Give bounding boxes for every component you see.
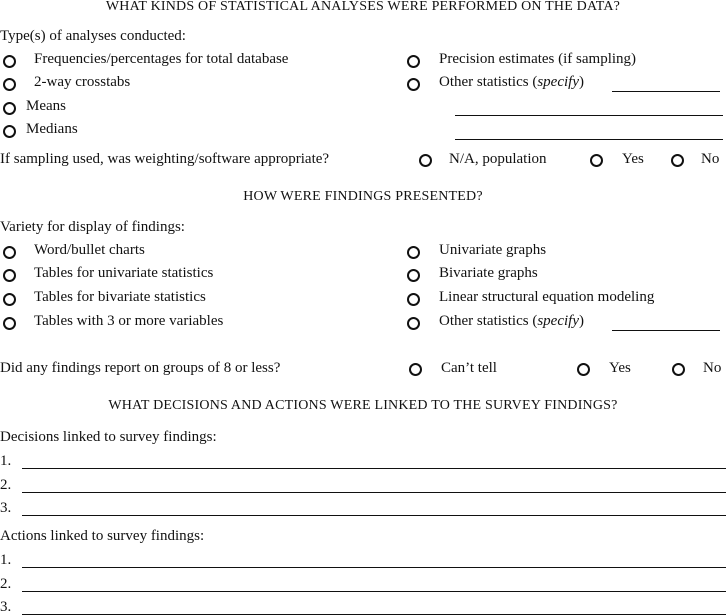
option-univariate-graphs: Univariate graphs [439, 242, 547, 258]
radio-groups-cant-tell[interactable] [409, 363, 422, 376]
other-analyses-specify-line[interactable] [612, 91, 720, 92]
radio-weighting-no[interactable] [671, 154, 684, 167]
radio-means[interactable] [3, 102, 16, 115]
radio-other-display[interactable] [407, 317, 420, 330]
action-line-2[interactable] [22, 591, 726, 592]
groups-option-no: No [703, 360, 722, 376]
weighting-option-yes: Yes [622, 151, 644, 167]
option-word-bullet: Word/bullet charts [34, 242, 145, 258]
option-other-analyses: Other statistics (specify) [439, 74, 584, 90]
action-number-2: 2. [0, 576, 12, 592]
groups-option-cant-tell: Can’t tell [441, 360, 497, 376]
decision-number-1: 1. [0, 453, 12, 469]
action-number-3: 3. [0, 599, 12, 615]
radio-tables-3-vars[interactable] [3, 317, 16, 330]
radio-medians[interactable] [3, 125, 16, 138]
decision-line-3[interactable] [22, 515, 726, 516]
radio-frequencies[interactable] [3, 55, 16, 68]
groups-option-yes: Yes [609, 360, 631, 376]
decision-number-3: 3. [0, 500, 12, 516]
option-medians: Medians [26, 121, 78, 137]
option-crosstabs: 2-way crosstabs [34, 74, 131, 90]
action-number-1: 1. [0, 552, 12, 568]
option-means: Means [26, 98, 66, 114]
presented-heading: HOW WERE FINDINGS PRESENTED? [243, 189, 483, 204]
option-sem: Linear structural equation modeling [439, 289, 655, 305]
radio-word-bullet[interactable] [3, 246, 16, 259]
radio-sem[interactable] [407, 293, 420, 306]
decision-number-2: 2. [0, 477, 12, 493]
option-tables-univariate: Tables for univariate statistics [34, 265, 214, 281]
other-display-specify-line[interactable] [612, 330, 720, 331]
decisions-label: Decisions linked to survey findings: [0, 429, 217, 445]
radio-groups-no[interactable] [672, 363, 685, 376]
other-analyses-line-3[interactable] [455, 139, 723, 140]
radio-precision[interactable] [407, 55, 420, 68]
radio-groups-yes[interactable] [577, 363, 590, 376]
actions-label: Actions linked to survey findings: [0, 528, 205, 544]
analyses-heading: WHAT KINDS OF STATISTICAL ANALYSES WERE PERFORMED ON THE DATA? [105, 0, 621, 14]
weighting-question: If sampling used, was weighting/software appropriate? [0, 151, 330, 167]
option-other-display: Other statistics (specify) [439, 313, 584, 329]
radio-other-analyses[interactable] [407, 78, 420, 91]
radio-bivariate-graphs[interactable] [407, 269, 420, 282]
other-analyses-line-2[interactable] [455, 115, 723, 116]
option-tables-3-vars: Tables with 3 or more variables [34, 313, 224, 329]
radio-weighting-na[interactable] [419, 154, 432, 167]
decision-line-2[interactable] [22, 492, 726, 493]
option-bivariate-graphs: Bivariate graphs [439, 265, 538, 281]
action-line-1[interactable] [22, 567, 726, 568]
option-frequencies: Frequencies/percentages for total database [34, 51, 289, 67]
analyses-label: Type(s) of analyses conducted: [0, 28, 186, 44]
decision-line-1[interactable] [22, 468, 726, 469]
radio-tables-bivariate[interactable] [3, 293, 16, 306]
weighting-option-no: No [701, 151, 720, 167]
radio-univariate-graphs[interactable] [407, 246, 420, 259]
radio-weighting-yes[interactable] [590, 154, 603, 167]
decisions-heading: WHAT DECISIONS AND ACTIONS WERE LINKED TO THE SURVEY FINDINGS? [108, 398, 618, 413]
display-label: Variety for display of findings: [0, 219, 185, 235]
groups-question: Did any findings report on groups of 8 or less? [0, 360, 281, 376]
radio-tables-univariate[interactable] [3, 269, 16, 282]
weighting-option-na: N/A, population [449, 151, 547, 167]
action-line-3[interactable] [22, 614, 726, 615]
option-tables-bivariate: Tables for bivariate statistics [34, 289, 206, 305]
option-precision: Precision estimates (if sampling) [439, 51, 637, 67]
radio-crosstabs[interactable] [3, 78, 16, 91]
